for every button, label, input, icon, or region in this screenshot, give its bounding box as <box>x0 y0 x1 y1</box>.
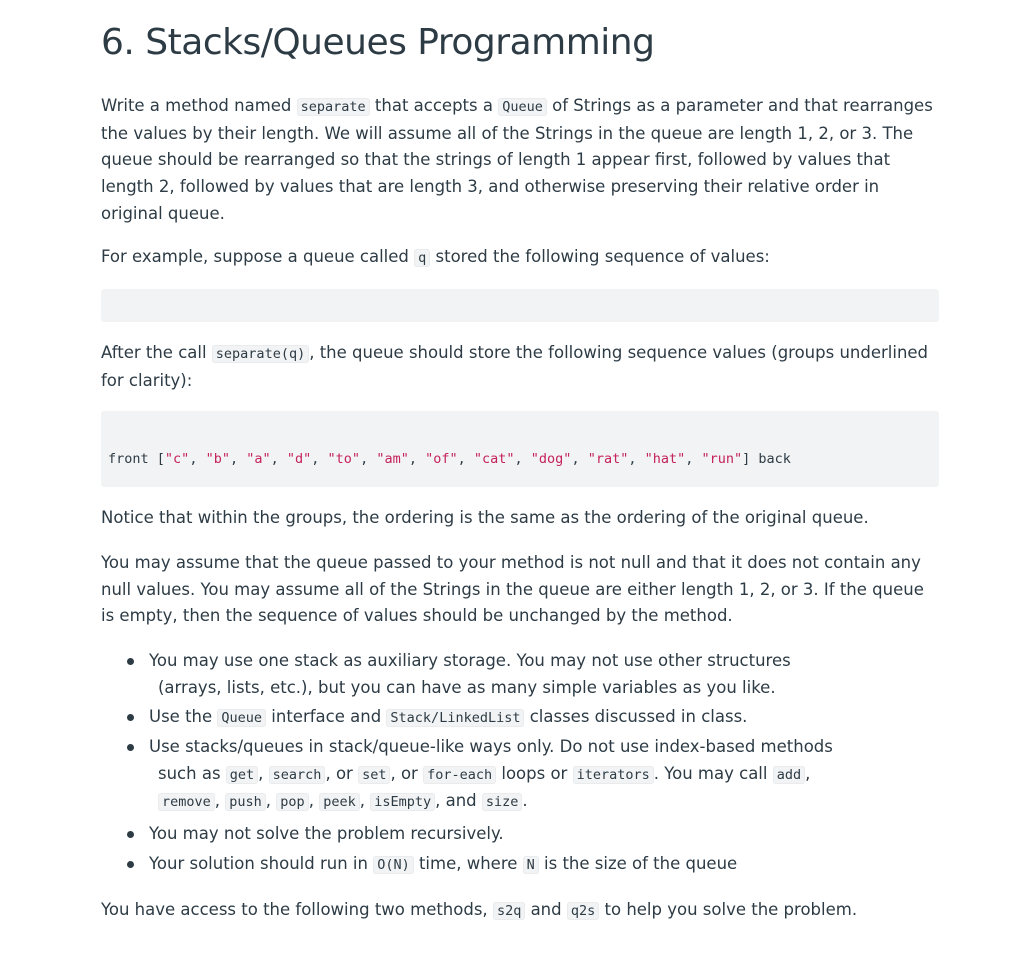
text: , the queue should store the following sequence values (groups underlined for clarity): <box>101 343 929 390</box>
inline-code: q2s <box>567 902 599 920</box>
queue-value: "c" <box>164 451 190 467</box>
inline-code: remove <box>158 793 215 811</box>
text: You may not solve the problem recursively. <box>149 824 504 843</box>
inline-code: Queue <box>217 709 266 727</box>
inline-code: q <box>414 249 430 267</box>
text: (arrays, lists, etc.), but you can have as many simple variables as you like. <box>158 677 776 697</box>
separator: , <box>270 451 287 467</box>
text: interface and <box>266 707 387 726</box>
open-bracket: [ <box>156 451 165 467</box>
code-block-original-queue <box>101 289 939 322</box>
separator: , <box>685 451 702 467</box>
queue-value: "cat" <box>473 451 515 467</box>
separator: , <box>189 451 206 467</box>
queue-value: "a" <box>246 451 271 467</box>
bullet-icon <box>127 714 134 721</box>
text: , <box>805 763 811 783</box>
close-bracket: ] <box>742 451 751 467</box>
separator: , <box>360 451 377 467</box>
text: that accepts a <box>369 96 499 115</box>
text: Your solution should run in <box>149 854 374 873</box>
queue-value: "d" <box>286 451 312 467</box>
text: , <box>214 791 226 811</box>
text: , or <box>390 763 424 783</box>
text: You have access to the following two methods, <box>101 900 493 919</box>
text: Write a method named <box>101 96 297 115</box>
list-item <box>101 734 921 821</box>
bullet-icon <box>127 831 134 838</box>
helper-methods-text <box>101 897 941 925</box>
problem-description <box>101 93 941 228</box>
list-item <box>101 704 921 734</box>
separator: , <box>457 451 474 467</box>
inline-code: for-each <box>423 766 496 784</box>
queue-values <box>165 451 742 467</box>
text: For example, suppose a queue called <box>101 247 415 266</box>
text: classes discussed in class. <box>524 707 748 726</box>
ordering-note: Notice that within the groups, the ordering is the same as the ordering of the original queue. <box>101 508 869 527</box>
list-item <box>101 851 921 881</box>
separator: , <box>514 451 531 467</box>
inline-code: peek <box>319 793 360 811</box>
separator: , <box>571 451 588 467</box>
code-block-separated-queue <box>101 411 939 487</box>
inline-code: separate(q) <box>212 345 309 363</box>
text: You may use one stack as auxiliary storage. You may not use other structures <box>149 651 791 670</box>
page-title: 6. Stacks/Queues Programming <box>101 22 655 63</box>
inline-code: set <box>358 766 390 784</box>
inline-code: push <box>225 793 266 811</box>
text: . You may call <box>653 763 773 783</box>
inline-code: O(N) <box>373 856 414 874</box>
text: stored the following sequence of values: <box>430 247 770 266</box>
queue-value: "of" <box>425 451 458 467</box>
text: , <box>359 791 371 811</box>
bullet-icon <box>127 861 134 868</box>
list-item <box>101 648 921 704</box>
list-item-continuation <box>149 761 921 789</box>
text: to help you solve the problem. <box>599 900 858 919</box>
text: , or <box>325 763 359 783</box>
text: of Strings as a parameter and that rearranges the values by their length. We will assume all of the Strings in the queue are length 1, 2, or 3. The queue should be rearranged so that the strings of length 1 appear first, followed by values that length 2, followed by values that are length 3, and otherwise preserving their relative order in original queue. <box>101 96 933 223</box>
text: and <box>525 900 567 919</box>
separator: , <box>408 451 426 467</box>
separator: , <box>628 451 645 467</box>
text: loops or <box>496 763 573 783</box>
list-item <box>101 821 921 851</box>
text: Use stacks/queues in stack/queue-like ways only. Do not use index-based methods <box>149 737 833 756</box>
queue-value: "rat" <box>587 451 629 467</box>
text: is the size of the queue <box>538 854 738 873</box>
assumptions-text: You may assume that the queue passed to your method is not null and that it does not contain any null values. You may assume all of the Strings in the queue are either length 1, 2, or 3. If the queue is empty, then the sequence of values should be unchanged by the method. <box>101 553 924 626</box>
inline-code: isEmpty <box>370 793 435 811</box>
bullet-icon <box>127 744 134 751</box>
inline-code: Queue <box>498 98 547 116</box>
separator: , <box>229 451 247 467</box>
queue-value: "hat" <box>644 451 686 467</box>
inline-code: size <box>482 793 523 811</box>
example-intro <box>101 244 941 272</box>
constraints-list <box>101 648 921 881</box>
inline-code: separate <box>297 98 370 116</box>
text: , and <box>435 791 482 811</box>
text: , <box>265 791 277 811</box>
back-label: back <box>750 451 791 467</box>
inline-code: N <box>523 856 539 874</box>
bullet-icon <box>127 658 134 665</box>
list-item-continuation <box>149 788 921 816</box>
queue-line <box>108 449 932 470</box>
queue-value: "run" <box>701 451 743 467</box>
queue-value: "to" <box>327 451 361 467</box>
text: After the call <box>101 343 212 362</box>
text: Use the <box>149 707 218 726</box>
text: time, where <box>413 854 523 873</box>
inline-code: search <box>269 766 326 784</box>
text: , <box>258 763 269 783</box>
inline-code: add <box>773 766 805 784</box>
front-label: front <box>108 451 157 467</box>
queue-value: "dog" <box>530 451 572 467</box>
inline-code: iterators <box>573 766 654 784</box>
inline-code: s2q <box>493 902 525 920</box>
inline-code: Stack/LinkedList <box>386 709 524 727</box>
inline-code: get <box>226 766 258 784</box>
after-call-text <box>101 340 941 394</box>
inline-code: pop <box>276 793 308 811</box>
text: . <box>522 791 528 811</box>
separator: , <box>311 451 328 467</box>
queue-value: "b" <box>205 451 230 467</box>
text: , <box>308 791 320 811</box>
queue-value: "am" <box>376 451 409 467</box>
text: such as <box>158 763 226 783</box>
